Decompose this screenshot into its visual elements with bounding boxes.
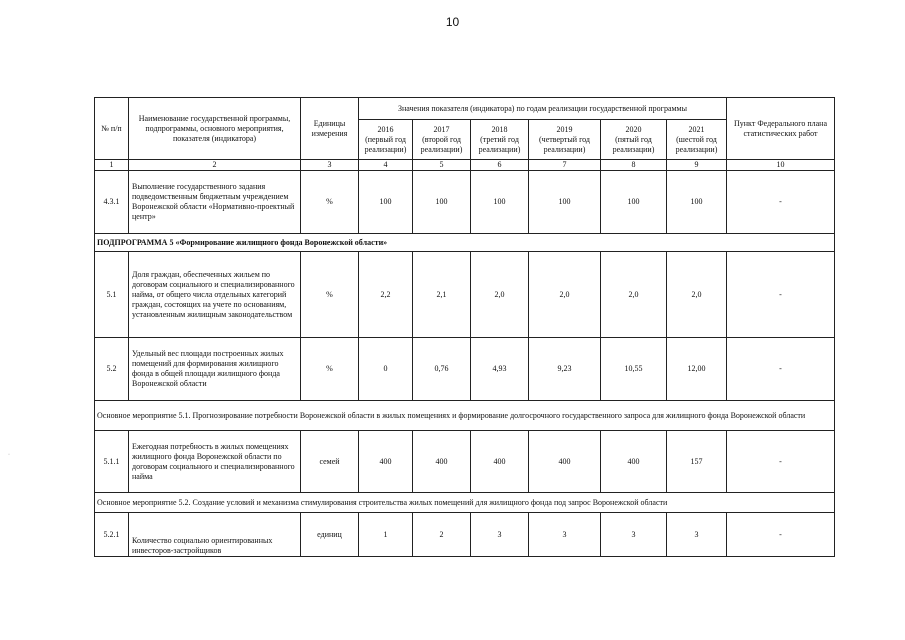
row-value: 2,0 bbox=[529, 252, 601, 338]
row-value: 0 bbox=[359, 338, 413, 401]
row-value: 2,0 bbox=[471, 252, 529, 338]
table-row bbox=[95, 338, 835, 401]
row-value: 400 bbox=[471, 431, 529, 493]
row-value: 400 bbox=[359, 431, 413, 493]
header-num: № п/п bbox=[95, 98, 129, 160]
col-index: 2 bbox=[129, 160, 301, 171]
col-index: 3 bbox=[301, 160, 359, 171]
row-value: 1 bbox=[359, 513, 413, 557]
row-fed: - bbox=[727, 252, 835, 338]
header-name: Наименование государственной программы, подпрограммы, основного мероприятия, показателя (индикатора) bbox=[129, 98, 301, 160]
row-name: Количество социально ориентированных инвесторов-застройщиков bbox=[129, 513, 301, 557]
header-year: 2020 (пятый год реализации) bbox=[601, 120, 667, 160]
col-index: 5 bbox=[413, 160, 471, 171]
row-unit: % bbox=[301, 171, 359, 234]
header-year: 2019 (четвертый год реализации) bbox=[529, 120, 601, 160]
header-year: 2021 (шестой год реализации) bbox=[667, 120, 727, 160]
row-unit: % bbox=[301, 252, 359, 338]
measure-title: Основное мероприятие 5.1. Прогнозирование потребности Воронежской области в жилых помещениях и формирование долгосрочного государственного запроса для жилищного фонда Воронежской области bbox=[95, 401, 835, 431]
row-value: 3 bbox=[601, 513, 667, 557]
row-value: 100 bbox=[413, 171, 471, 234]
section-row bbox=[95, 401, 835, 431]
col-index: 7 bbox=[529, 160, 601, 171]
row-value: 10,55 bbox=[601, 338, 667, 401]
margin-dot: · bbox=[8, 452, 10, 458]
page-number: 10 bbox=[445, 15, 460, 29]
header-year: 2016 (первый год реализации) bbox=[359, 120, 413, 160]
col-index: 4 bbox=[359, 160, 413, 171]
col-index: 10 bbox=[727, 160, 835, 171]
row-name: Ежегодная потребность в жилых помещениях жилищного фонда Воронежской области по договорам социального и специализированного найма bbox=[129, 431, 301, 493]
row-value: 157 bbox=[667, 431, 727, 493]
header-unit: Единицы измерения bbox=[301, 98, 359, 160]
indicators-table bbox=[94, 97, 835, 557]
row-value: 2,0 bbox=[667, 252, 727, 338]
row-name: Удельный вес площади построенных жилых помещений для формирования жилищного фонда в общей площади жилищного фонда Воронежской области bbox=[129, 338, 301, 401]
row-name: Доля граждан, обеспеченных жильем по договорам социального и специализированного найма, от общего числа отдельных категорий граждан, состоящих на учете по основаниям, установленным жилищным законодательством bbox=[129, 252, 301, 338]
row-value: 12,00 bbox=[667, 338, 727, 401]
row-num: 5.2.1 bbox=[95, 513, 129, 557]
row-num: 5.1 bbox=[95, 252, 129, 338]
row-value: 2,2 bbox=[359, 252, 413, 338]
row-value: 4,93 bbox=[471, 338, 529, 401]
table-row bbox=[95, 171, 835, 234]
row-value: 400 bbox=[529, 431, 601, 493]
row-unit: семей bbox=[301, 431, 359, 493]
row-value: 100 bbox=[471, 171, 529, 234]
section-row bbox=[95, 493, 835, 513]
row-unit: % bbox=[301, 338, 359, 401]
row-unit: единиц bbox=[301, 513, 359, 557]
row-value: 2 bbox=[413, 513, 471, 557]
row-fed: - bbox=[727, 338, 835, 401]
col-index: 6 bbox=[471, 160, 529, 171]
header-values-group: Значения показателя (индикатора) по годам реализации государственной программы bbox=[359, 98, 727, 120]
table-row bbox=[95, 431, 835, 493]
section-row bbox=[95, 234, 835, 252]
row-fed: - bbox=[727, 431, 835, 493]
row-value: 100 bbox=[601, 171, 667, 234]
row-value: 9,23 bbox=[529, 338, 601, 401]
row-num: 4.3.1 bbox=[95, 171, 129, 234]
row-fed: - bbox=[727, 513, 835, 557]
table-row bbox=[95, 513, 835, 557]
row-value: 400 bbox=[413, 431, 471, 493]
row-value: 400 bbox=[601, 431, 667, 493]
header-year: 2018 (третий год реализации) bbox=[471, 120, 529, 160]
table-row bbox=[95, 252, 835, 338]
row-value: 100 bbox=[359, 171, 413, 234]
header-fed-plan: Пункт Федерального плана статистических работ bbox=[727, 98, 835, 160]
row-fed: - bbox=[727, 171, 835, 234]
row-value: 0,76 bbox=[413, 338, 471, 401]
header-year: 2017 (второй год реализации) bbox=[413, 120, 471, 160]
row-num: 5.2 bbox=[95, 338, 129, 401]
row-value: 3 bbox=[529, 513, 601, 557]
col-index: 1 bbox=[95, 160, 129, 171]
row-name: Выполнение государственного задания подведомственным бюджетным учреждением Воронежской области «Нормативно-проектный центр» bbox=[129, 171, 301, 234]
row-value: 3 bbox=[667, 513, 727, 557]
measure-title: Основное мероприятие 5.2. Создание условий и механизма стимулирования строительства жилых помещений для жилищного фонда под запрос Воронежской области bbox=[95, 493, 835, 513]
row-value: 100 bbox=[529, 171, 601, 234]
row-value: 100 bbox=[667, 171, 727, 234]
row-value: 2,0 bbox=[601, 252, 667, 338]
header-row bbox=[95, 98, 835, 120]
subprogram-title: ПОДПРОГРАММА 5 «Формирование жилищного фонда Воронежской области» bbox=[95, 234, 835, 252]
col-index: 8 bbox=[601, 160, 667, 171]
row-value: 2,1 bbox=[413, 252, 471, 338]
row-num: 5.1.1 bbox=[95, 431, 129, 493]
row-value: 3 bbox=[471, 513, 529, 557]
col-index: 9 bbox=[667, 160, 727, 171]
column-index-row bbox=[95, 160, 835, 171]
